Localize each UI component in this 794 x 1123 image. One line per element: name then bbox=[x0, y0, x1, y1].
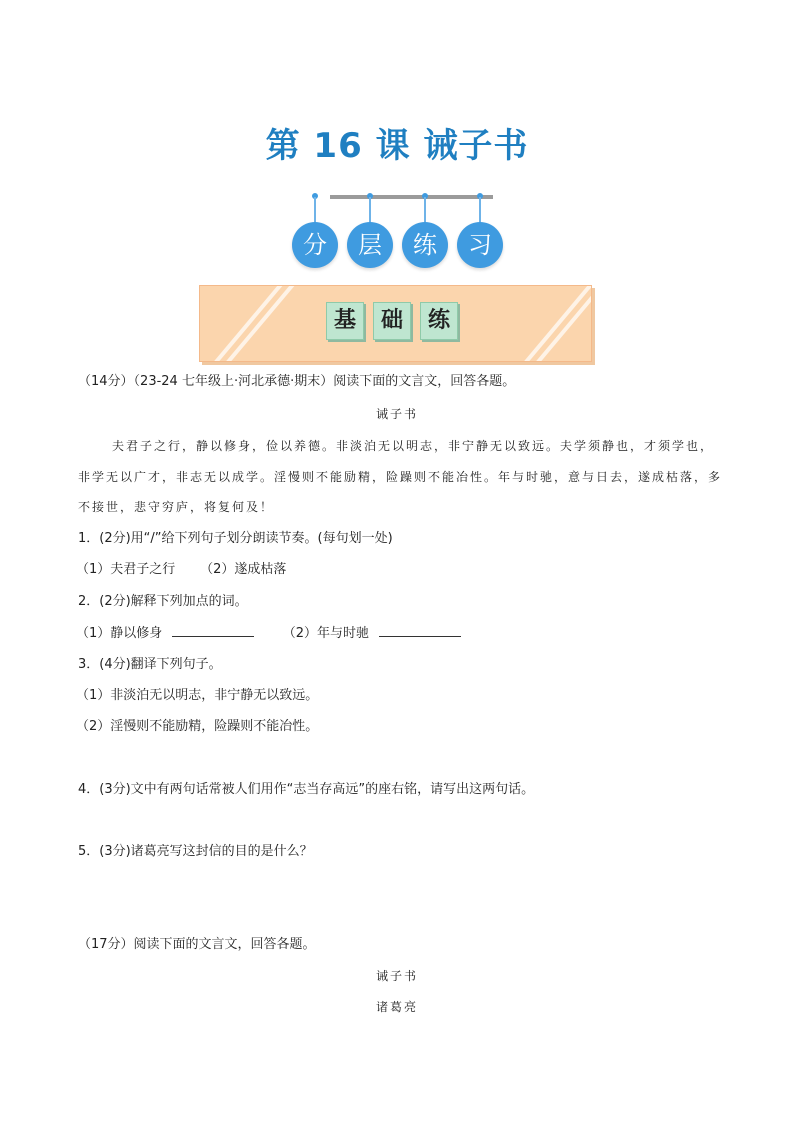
question-2-items bbox=[76, 624, 461, 644]
question-3-item-2: （2）淫慢则不能励精，险躁则不能冶性。 bbox=[76, 719, 319, 734]
section2-passage-title: 诫子书 bbox=[375, 969, 418, 983]
question-2-item-2: （2）年与时驰 bbox=[282, 626, 369, 641]
answer-blank-2[interactable] bbox=[379, 624, 461, 637]
passage-title: 诫子书 bbox=[375, 407, 418, 421]
passage-line-2: 非学无以广才，非志无以成学。淫慢则不能励精，险躁则不能冶性。年与时驰，意与日去，遂成枯落，多 bbox=[78, 470, 723, 484]
banner-stripe bbox=[199, 285, 285, 362]
question-2-item-1: （1）静以修身 bbox=[76, 626, 163, 641]
question-1: 1．(2分)用“/”给下列句子划分朗读节奏。(每句划一处) bbox=[78, 531, 393, 546]
passage-line-1: 夫君子之行，静以修身，俭以养德。非淡泊无以明志，非宁静无以致远。夫学须静也，才须学也， bbox=[112, 439, 715, 453]
question-3-item-1: （1）非淡泊无以明志，非宁静无以致远。 bbox=[76, 688, 319, 703]
hanger-string bbox=[424, 197, 426, 223]
hanger-string bbox=[369, 197, 371, 223]
question-2: 2．(2分)解释下列加点的词。 bbox=[78, 594, 248, 609]
hanger-string bbox=[314, 197, 316, 223]
section2-intro: （17分）阅读下面的文言文，回答各题。 bbox=[78, 937, 316, 952]
level-banner bbox=[199, 285, 592, 362]
answer-blank-1[interactable] bbox=[172, 624, 254, 637]
lesson-title: 第 16 课 诫子书 bbox=[265, 126, 529, 166]
passage-line-3: 不接世，悲守穷庐，将复何及！ bbox=[78, 500, 275, 514]
ladder-bubble-4: 习 bbox=[457, 222, 503, 268]
question-4: 4．(3分)文中有两句话常被人们用作“志当存高远”的座右铭，请写出这两句话。 bbox=[78, 782, 535, 797]
ladder-bubble-2: 层 bbox=[347, 222, 393, 268]
question-5: 5．(3分)诸葛亮写这封信的目的是什么？ bbox=[78, 844, 313, 859]
hanger-rail bbox=[330, 195, 493, 199]
section1-intro: （14分）（23-24 七年级上·河北承德·期末）阅读下面的文言文，回答各题。 bbox=[78, 374, 516, 389]
banner-tile-1: 基 bbox=[326, 302, 364, 340]
hanger-string bbox=[479, 197, 481, 223]
banner-tile-2: 础 bbox=[373, 302, 411, 340]
banner-tile-3: 练 bbox=[420, 302, 458, 340]
banner-stripe bbox=[509, 285, 592, 362]
ladder-bubble-1: 分 bbox=[292, 222, 338, 268]
question-3: 3．(4分)翻译下列句子。 bbox=[78, 657, 222, 672]
section2-author: 诸葛亮 bbox=[375, 1000, 418, 1014]
question-1-items: （1）夫君子之行 （2）遂成枯落 bbox=[76, 562, 287, 577]
ladder-bubble-3: 练 bbox=[402, 222, 448, 268]
